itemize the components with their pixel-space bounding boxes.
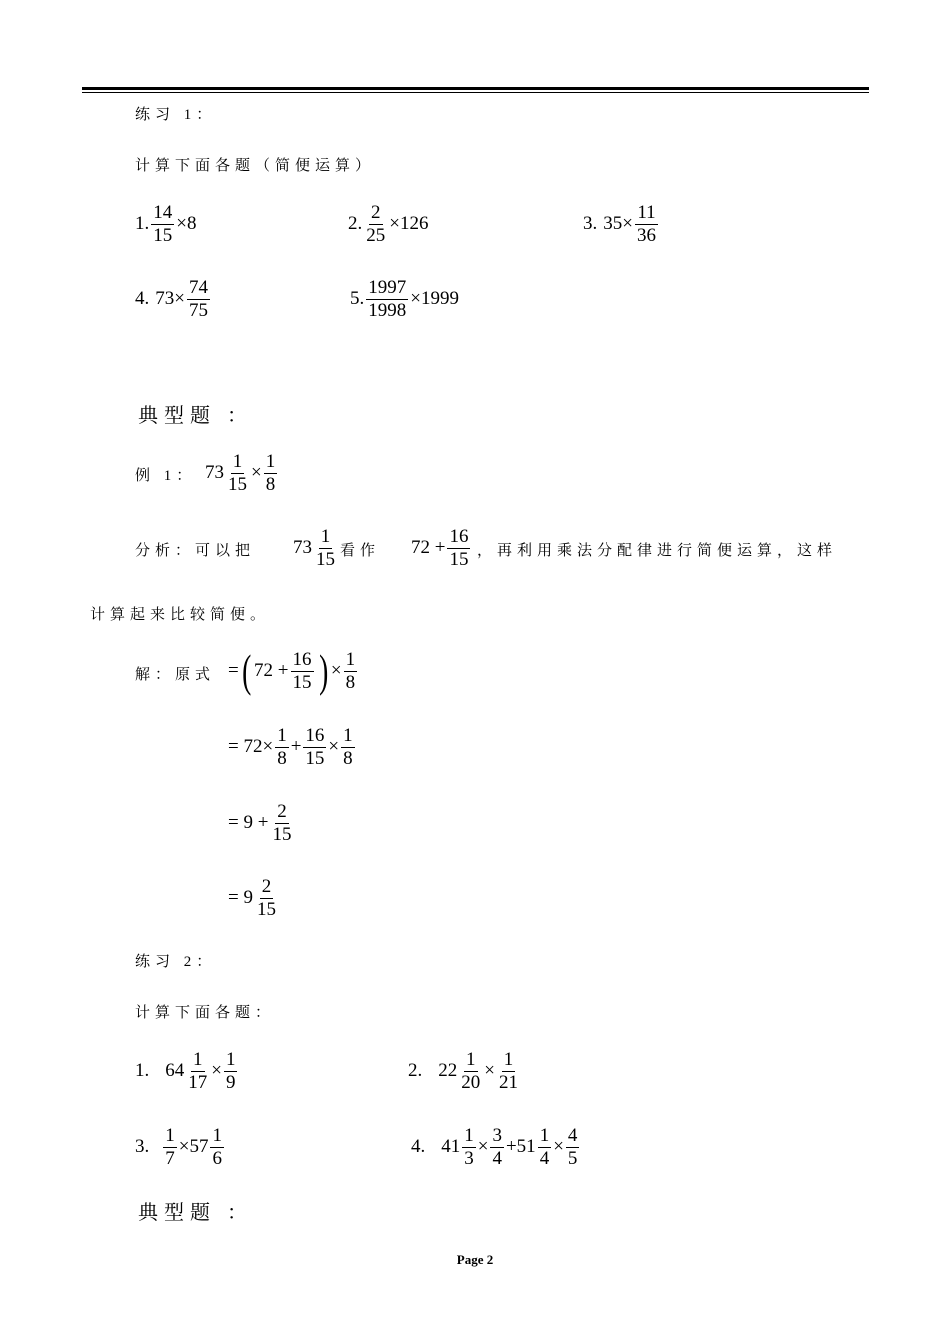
example-1-expression: 73 $\frac{1}{15}$ × $\frac{1}{8}$ (205, 451, 276, 495)
fraction: $\frac{1}{9}$ (225, 1049, 236, 1093)
item-number: 3. (583, 213, 598, 235)
exercise-2-item-2: 2. 22 $\frac{1}{20}$ × $\frac{1}{21}$ (408, 1049, 518, 1093)
analysis-label: 分析：可以把 (135, 543, 256, 559)
typical-heading-2: 典型题 ： (138, 1202, 253, 1224)
exercise-2-item-4: 4. 41 $\frac{1}{3}$ × $\frac{3}{4}$ +51 $\frac{1}{4}$ × $\frac{4}{5}$ (411, 1125, 578, 1169)
expression-head: 73× (155, 288, 185, 310)
example-1-label: 例 1： (135, 468, 197, 484)
exercise-1-item-5 (350, 278, 459, 321)
analysis-tail-text: ，再利用乘法分配律进行简便运算，这样 (477, 543, 838, 559)
analysis-line-2: 计算起来比较简便。 (90, 607, 271, 623)
exercise-2-item-3: 3. $\frac{1}{7}$ ×57 $\frac{1}{6}$ (135, 1125, 222, 1169)
fraction: $\frac{74}{75}$ (188, 277, 208, 321)
item-number: 4. (411, 1136, 426, 1158)
exercise-2-item-1: 1. 64 $\frac{1}{17}$ × $\frac{1}{9}$ (135, 1049, 236, 1093)
right-paren: ) (318, 645, 328, 696)
expression-head: 35× (603, 213, 633, 235)
expression-tail: ×126 (389, 213, 429, 235)
exercise-1-item-3 (583, 203, 660, 246)
fraction: $\frac{2}{15}$ (272, 801, 292, 845)
fraction: $\frac{1}{17}$ (188, 1049, 208, 1093)
fraction: $\frac{16}{15}$ (292, 648, 312, 693)
item-number: 1. (135, 213, 150, 235)
fraction: $\frac{1997}{1998}$ (368, 277, 407, 321)
fraction: $\frac{2}{15}$ (256, 876, 276, 920)
analysis-mixed-number: 73 $\frac{1}{15}$ (293, 526, 335, 570)
fraction: $\frac{1}{8}$ (345, 648, 356, 693)
exercise-1-label: 练习 1： (135, 107, 217, 123)
fraction: $\frac{4}{5}$ (567, 1125, 578, 1169)
solution-step-4: = 9 $\frac{2}{15}$ (228, 876, 276, 920)
solution-step-1: = ( 72 + $\frac{16}{15}$ ) × $\frac{1}{8}$ (228, 645, 356, 696)
expression-tail: ×1999 (410, 288, 459, 310)
left-paren: ( (241, 645, 251, 696)
item-number: 5. (350, 288, 365, 310)
fraction: $\frac{16}{15}$ (305, 725, 325, 769)
item-number: 2. (348, 213, 363, 235)
page-number: Page 2 (456, 1252, 494, 1267)
solution-step-2: = 72× $\frac{1}{8}$ + $\frac{16}{15}$ × $\frac{1}{8}$ (228, 725, 353, 769)
fraction: $\frac{1}{20}$ (461, 1049, 481, 1093)
fraction: $\frac{1}{8}$ (277, 725, 287, 769)
typical-heading-1: 典型题 ： (138, 405, 253, 427)
fraction: $\frac{1}{6}$ (212, 1125, 222, 1169)
fraction: $\frac{1}{21}$ (498, 1049, 518, 1093)
exercise-1-instruction: 计算下面各题（简便运算） (135, 158, 376, 174)
exercise-2-instruction: 计算下面各题： (135, 1005, 276, 1021)
fraction: $\frac{1}{8}$ (343, 725, 353, 769)
fraction: $\frac{14}{15}$ (153, 202, 173, 246)
fraction: $\frac{1}{15}$ (228, 451, 247, 495)
item-number: 4. (135, 288, 150, 310)
analysis-mid-text: 看作 (340, 543, 381, 559)
solution-label: 解：原式 (135, 667, 216, 683)
expression-tail: ×8 (176, 213, 197, 235)
fraction: $\frac{1}{4}$ (539, 1125, 550, 1169)
fraction: $\frac{11}{36}$ (636, 202, 656, 246)
exercise-1-item-1 (135, 203, 196, 246)
header-rule-thick (82, 87, 869, 90)
fraction: $\frac{2}{25}$ (366, 202, 386, 246)
fraction: $\frac{3}{4}$ (492, 1125, 502, 1169)
fraction: $\frac{16}{15}$ (449, 526, 469, 570)
exercise-1-item-2 (348, 203, 428, 246)
analysis-expression: 72 + $\frac{16}{15}$ (411, 526, 469, 570)
solution-step-3: = 9 + $\frac{2}{15}$ (228, 801, 292, 845)
fraction: $\frac{1}{7}$ (165, 1125, 175, 1169)
exercise-1-item-4 (135, 278, 212, 321)
item-number: 3. (135, 1136, 150, 1158)
fraction: $\frac{1}{15}$ (316, 526, 335, 570)
header-rule-thin (82, 92, 869, 93)
fraction: $\frac{1}{8}$ (265, 451, 276, 495)
item-number: 2. (408, 1060, 423, 1082)
exercise-2-label: 练习 2： (135, 954, 217, 970)
item-number: 1. (135, 1060, 150, 1082)
fraction: $\frac{1}{3}$ (464, 1125, 474, 1169)
